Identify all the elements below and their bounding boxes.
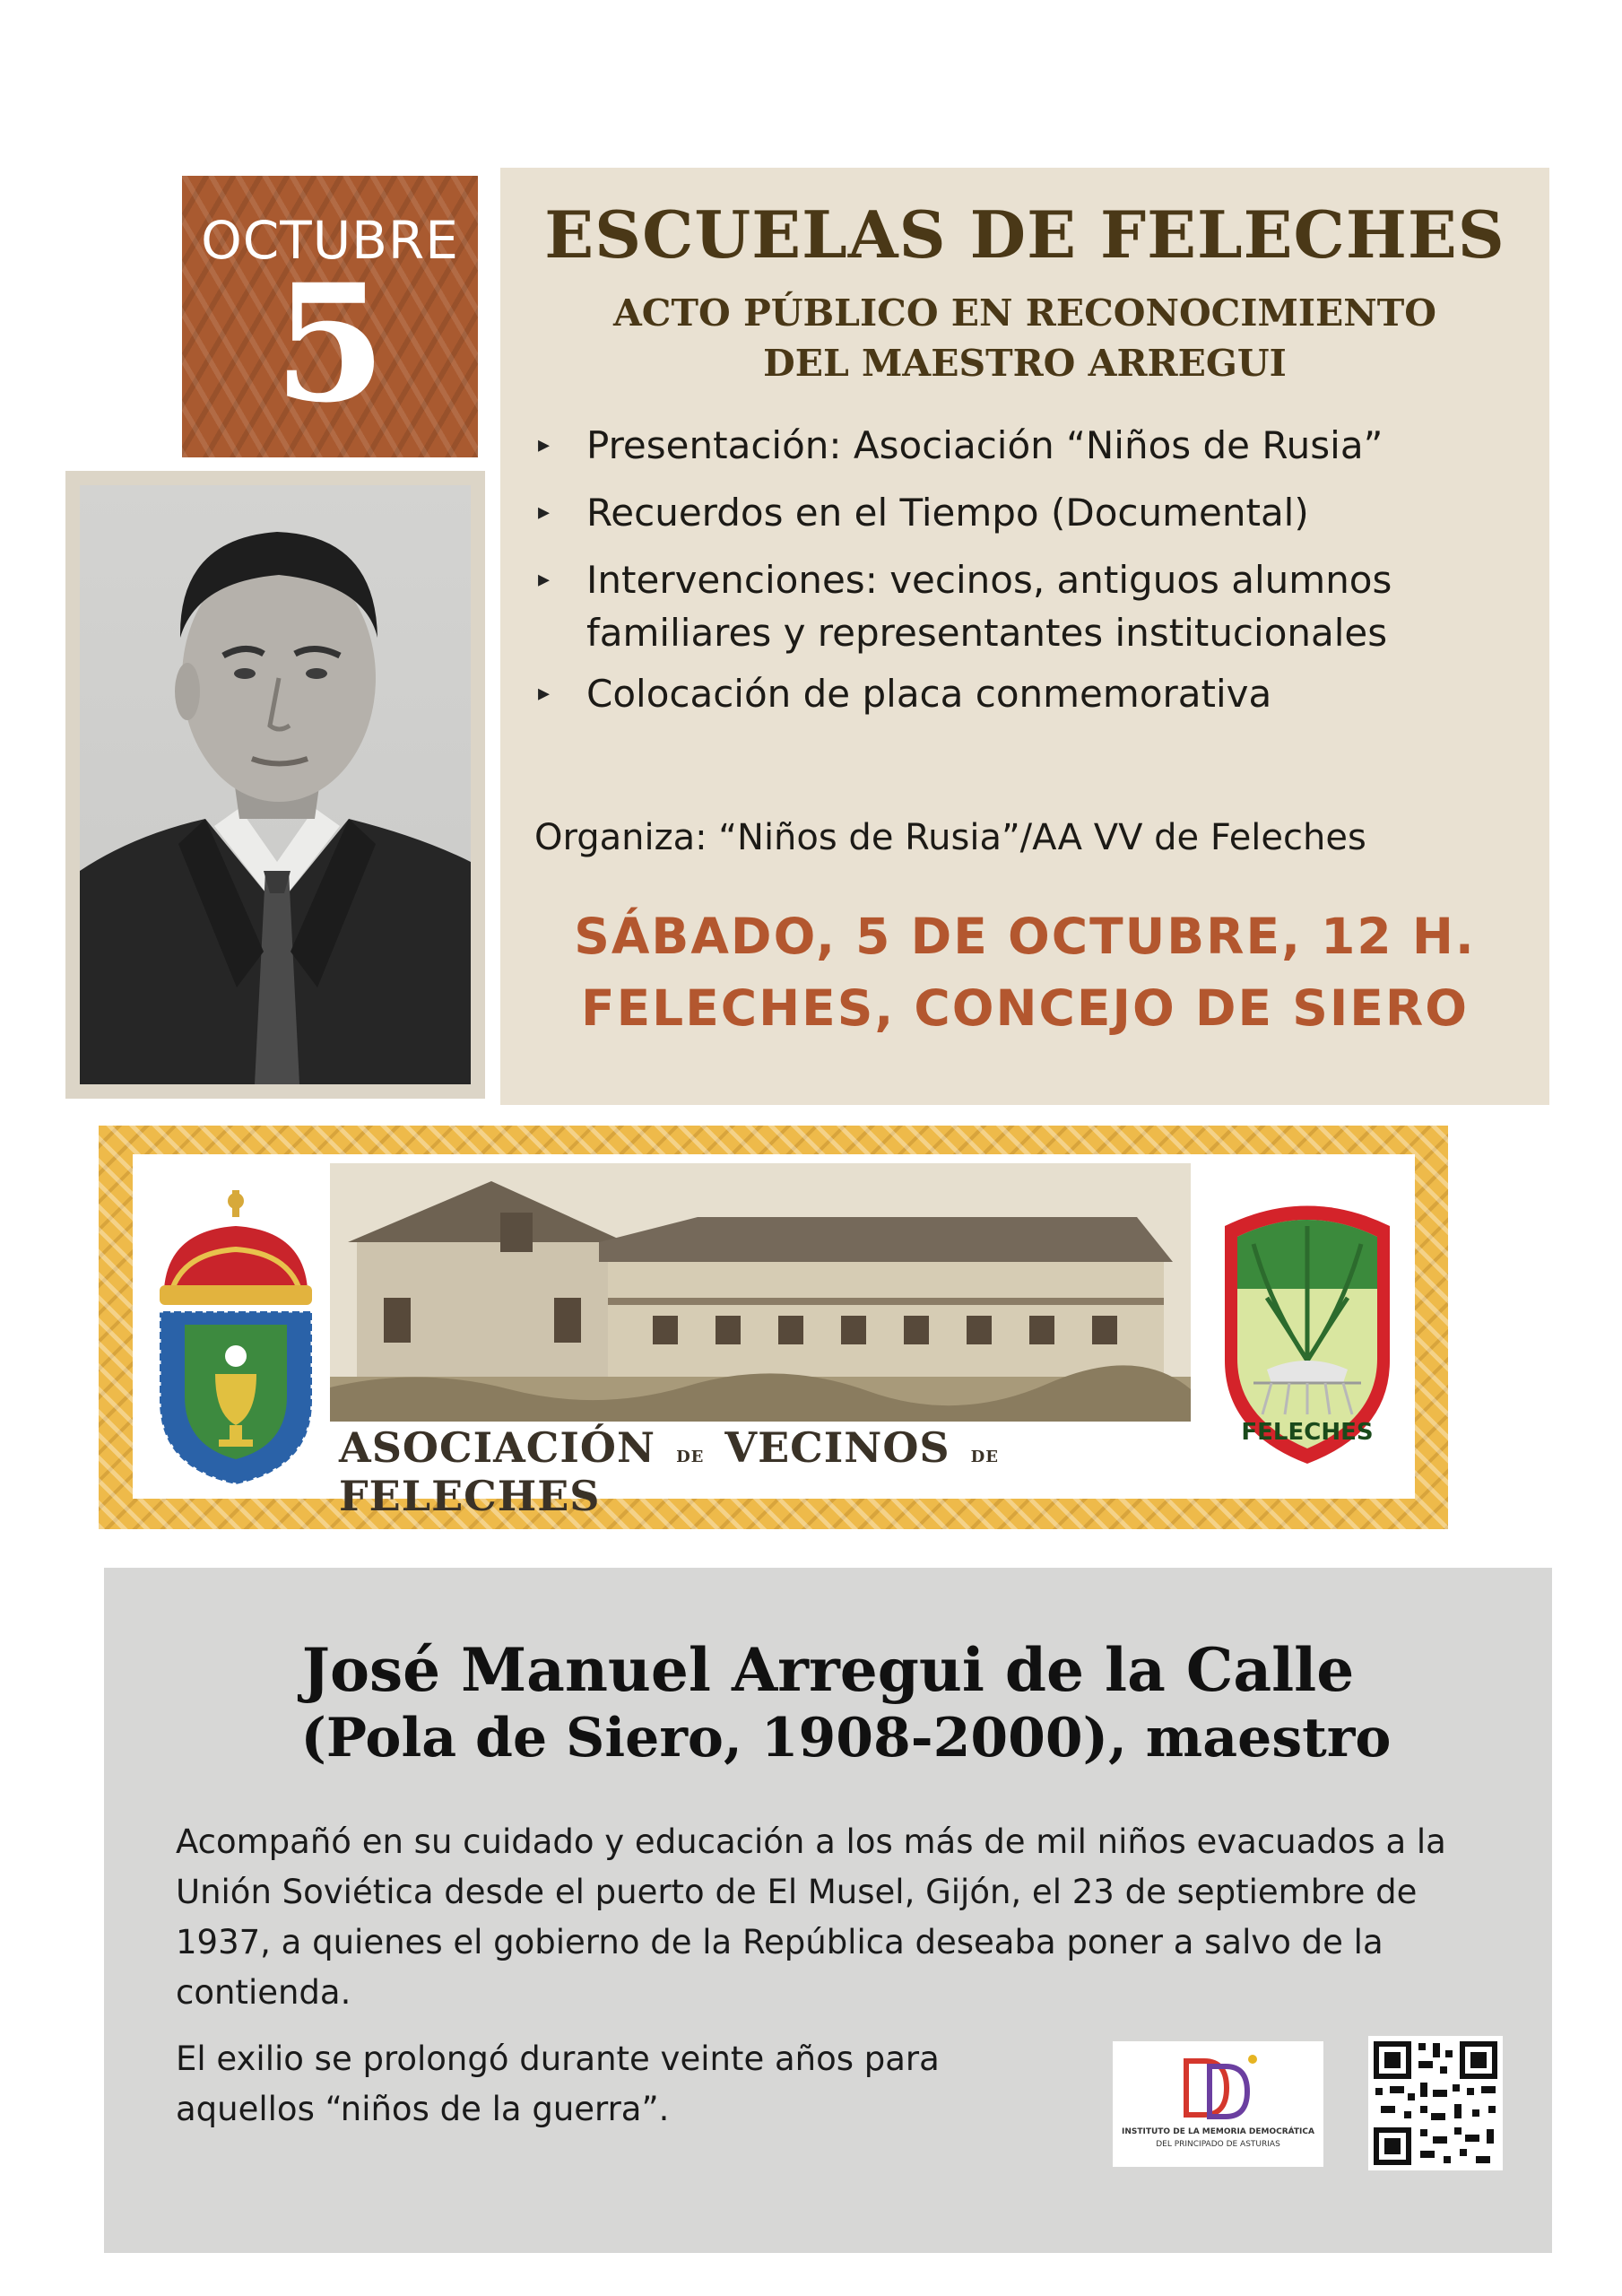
- event-date: SÁBADO, 5 DE OCTUBRE, 12 H.: [574, 908, 1476, 965]
- program-title: ESCUELAS DE FELECHES: [544, 196, 1505, 273]
- agenda-item-text: Colocación de placa conmemorativa: [586, 672, 1272, 716]
- association-banner: [99, 1126, 1448, 1529]
- association-name: [339, 1423, 1200, 1520]
- event-place: FELECHES, CONCEJO DE SIERO: [581, 979, 1469, 1037]
- biography-dates: (Pola de Siero, 1908-2000), maestro: [300, 1707, 1392, 1770]
- program-subtitle-line2: DEL MAESTRO ARREGUI: [763, 342, 1287, 385]
- agenda-item-text: Intervenciones: vecinos, antiguos alumnos: [586, 558, 1392, 602]
- association-name-part: DE: [970, 1448, 999, 1466]
- siero-coat-of-arms-icon: [151, 1190, 321, 1486]
- agenda-item-text: Recuerdos en el Tiempo (Documental): [586, 491, 1309, 535]
- association-name-part: DE: [676, 1448, 705, 1466]
- triangle-bullet-icon: ▸: [538, 680, 551, 707]
- imd-logo: [1113, 2041, 1323, 2167]
- association-banner-inner: [133, 1154, 1415, 1520]
- biography-paragraph-1: Acompañó en su cuidado y educación a los más de mil niños evacuados a la Unión Soviética desde el puerto de El Musel, Gijón, el 23 de septiembre de 1937, a quienes el gobierno de la República deseaba poner a salvo de la contienda.: [176, 1822, 1446, 2012]
- agenda-item-text: Presentación: Asociación “Niños de Rusia”: [586, 423, 1383, 467]
- date-day: 5: [273, 249, 386, 439]
- triangle-bullet-icon: ▸: [538, 566, 551, 593]
- feleches-shield-icon: [1218, 1190, 1397, 1468]
- imd-logo-mark-icon: [1177, 2052, 1260, 2124]
- biography-panel: [104, 1568, 1552, 2253]
- triangle-bullet-icon: ▸: [538, 499, 551, 526]
- program-subtitle-line1: ACTO PÚBLICO EN RECONOCIMIENTO: [613, 291, 1436, 335]
- agenda-item-continuation: familiares y representantes institucionales: [586, 611, 1388, 655]
- association-name-part: FELECHES: [339, 1472, 601, 1520]
- agenda-item: [536, 660, 1531, 727]
- association-name-part: ASOCIACIÓN: [339, 1423, 656, 1472]
- program-panel: [500, 168, 1549, 1105]
- qr-code-icon: [1368, 2036, 1503, 2170]
- organizer-line: Organiza: “Niños de Rusia”/AA VV de Feleches: [534, 817, 1366, 858]
- imd-caption-line1: INSTITUTO DE LA MEMORIA DEMOCRÁTICA: [1122, 2127, 1314, 2136]
- triangle-bullet-icon: ▸: [538, 431, 551, 458]
- agenda-item: [536, 479, 1531, 546]
- agenda-item: [536, 412, 1531, 479]
- shield-label: FELECHES: [1241, 1419, 1374, 1446]
- qr-code[interactable]: [1368, 2036, 1503, 2170]
- portrait-illustration: [80, 485, 471, 1084]
- association-name-part: VECINOS: [724, 1423, 950, 1472]
- agenda-item: [536, 546, 1531, 660]
- date-month: OCTUBRE: [201, 210, 459, 271]
- biography-paragraph-2: El exilio se prolongó durante veinte años para aquellos “niños de la guerra”.: [176, 2039, 940, 2128]
- date-tile: [182, 176, 478, 457]
- portrait-frame: [65, 471, 485, 1099]
- school-building-photo: [330, 1163, 1191, 1422]
- imd-caption-line2: DEL PRINCIPADO DE ASTURIAS: [1156, 2140, 1280, 2149]
- agenda-list: [536, 412, 1531, 727]
- biography-name: José Manuel Arregui de la Calle: [301, 1635, 1355, 1705]
- portrait-photo: [80, 485, 471, 1084]
